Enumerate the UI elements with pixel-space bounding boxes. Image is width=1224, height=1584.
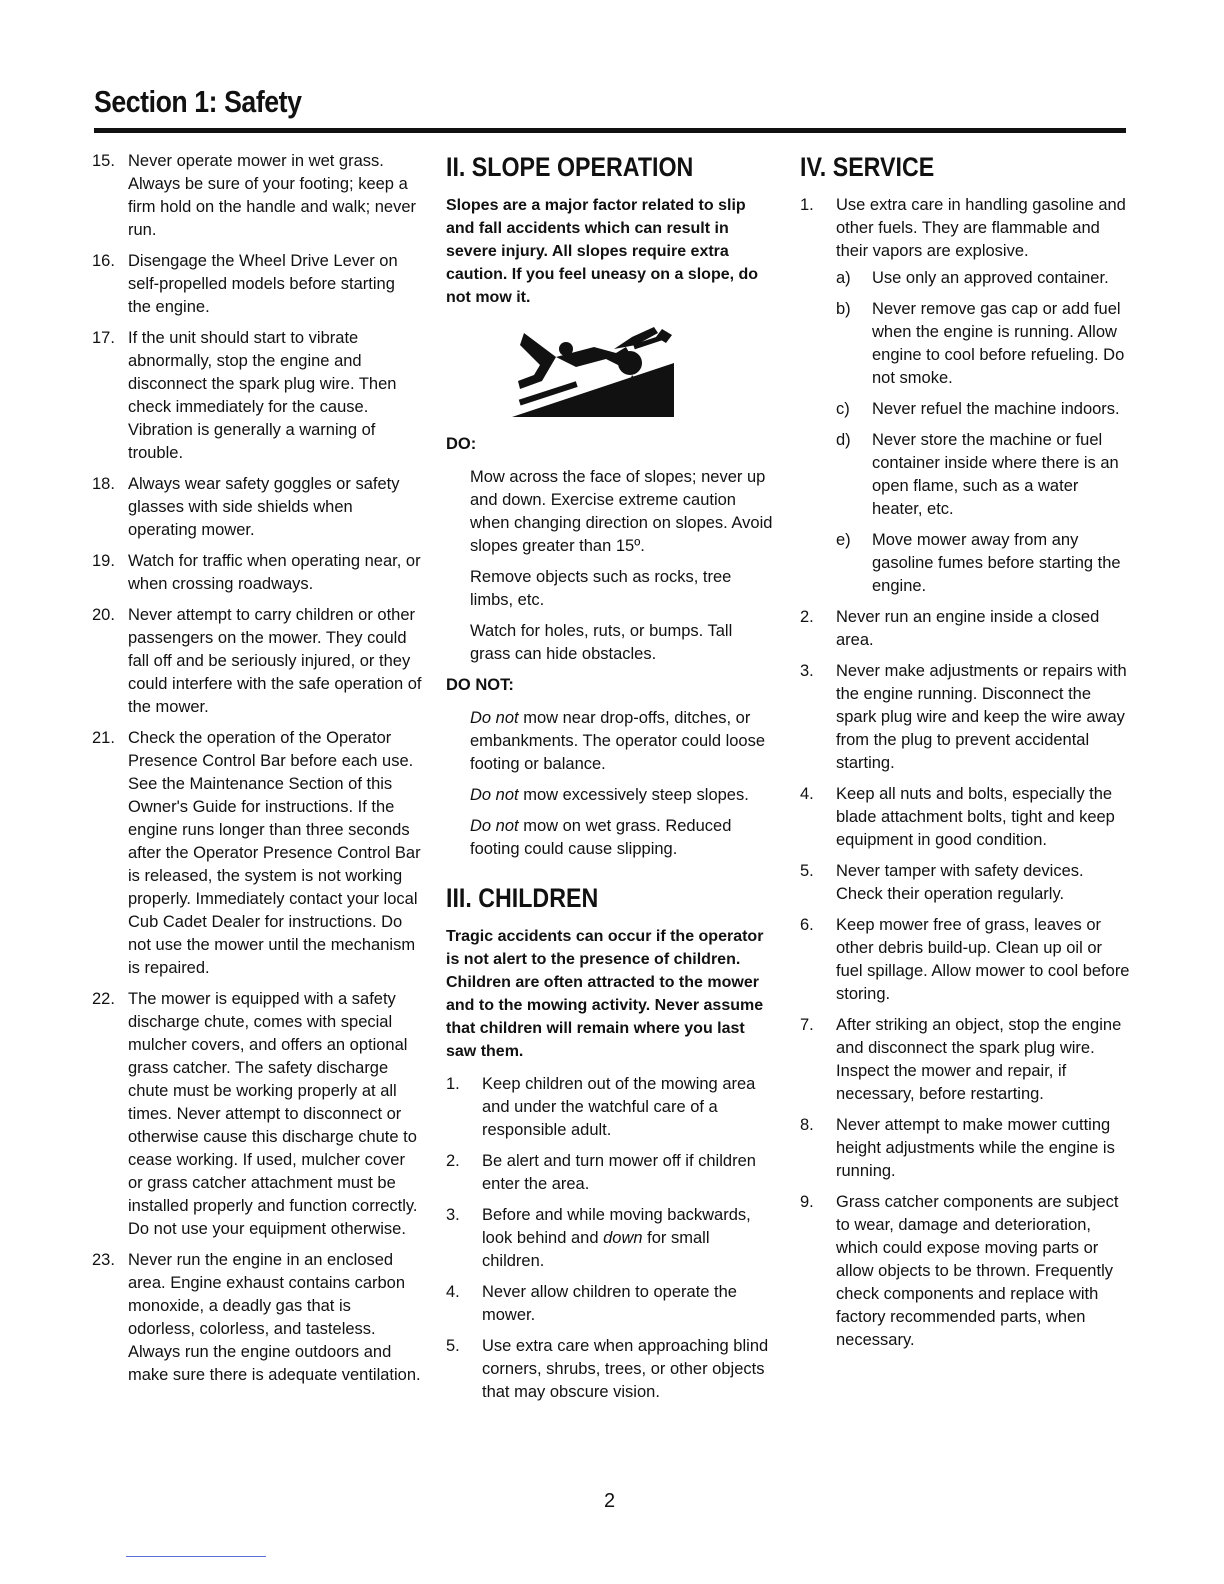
do-label: DO:: [446, 435, 477, 453]
list-item: [92, 473, 422, 542]
dont-item-text: mow near drop-offs, ditches, or embankments. The operator could loose footing or balance.: [470, 709, 766, 773]
dont-item: [470, 707, 776, 776]
service-heading: IV. SERVICE: [800, 152, 935, 182]
item-number: 21.: [92, 729, 115, 747]
item-number: 5.: [800, 862, 814, 880]
sub-item-letter: c): [836, 400, 850, 418]
item-number: 16.: [92, 252, 115, 270]
list-item: [800, 1191, 1130, 1352]
item-text: Watch for traffic when operating near, or when crossing roadways.: [128, 552, 421, 593]
fuel-subitems: [836, 267, 1130, 598]
item-text: After striking an object, stop the engine and disconnect the spark plug wire. Inspect the mower and repair, if necessary, before restarting.: [836, 1016, 1122, 1103]
do-not-prefix: Do not: [470, 817, 519, 835]
item-number: 22.: [92, 990, 115, 1008]
item-text: Keep children out of the mowing area and under the watchful care of a responsible adult.: [482, 1075, 756, 1139]
column-general-rules: [92, 150, 422, 1395]
item-number: 23.: [92, 1251, 115, 1269]
item-text: Grass catcher components are subject to wear, damage and deterioration, which could expose moving parts or allow objects to be thrown. Frequently check components and replace with factory recommended parts, when necessary.: [836, 1193, 1119, 1349]
item-number: 7.: [800, 1016, 814, 1034]
item-number: 2.: [800, 608, 814, 626]
sub-item-text: Never store the machine or fuel container inside where there is an open flame, such as a water heater, etc.: [872, 431, 1119, 518]
sub-item-letter: d): [836, 431, 851, 449]
list-item: [800, 194, 1130, 598]
item-number: 20.: [92, 606, 115, 624]
list-item: [446, 1281, 776, 1327]
column-service: [800, 150, 1130, 1360]
item-number: 8.: [800, 1116, 814, 1134]
item-text: Use extra care in handling gasoline and other fuels. They are flammable and their vapors are explosive.: [836, 196, 1126, 260]
list-item: [92, 1249, 422, 1387]
dont-list: [446, 707, 776, 861]
column-slope-children: [446, 150, 776, 1412]
list-item: [446, 1073, 776, 1142]
general-rules-list: [92, 150, 422, 1387]
sub-item-text: Use only an approved container.: [872, 269, 1109, 287]
item-number: 4.: [446, 1283, 460, 1301]
service-list: [800, 194, 1130, 1352]
children-list: [446, 1073, 776, 1404]
dont-item-text: mow on wet grass. Reduced footing could cause slipping.: [470, 817, 732, 858]
sub-list-item: [836, 298, 1130, 390]
do-item: Watch for holes, ruts, or bumps. Tall grass can hide obstacles.: [470, 622, 733, 663]
do-item: Mow across the face of slopes; never up and down. Exercise extreme caution when changing direction on slopes. Avoid slopes greater than 15º.: [470, 468, 773, 555]
item-text-part: Before and while moving backwards, look behind and: [482, 1206, 751, 1247]
page-title: Section 1: Safety: [94, 84, 302, 119]
item-text: Check the operation of the Operator Presence Control Bar before each use. See the Maintenance Section of this Owner's Guide for instructions. If the engine runs longer than three seconds after the Operator Presence Control Bar is released, the system is not working properly. Immediately contact your local Cub Cadet Dealer for instructions. Do not use the mower until the mechanism is repaired.: [128, 729, 421, 977]
dont-item: [470, 815, 776, 861]
list-item: [800, 914, 1130, 1006]
item-text: Be alert and turn mower off if children enter the area.: [482, 1152, 756, 1193]
item-number: 5.: [446, 1337, 460, 1355]
sub-list-item: [836, 529, 1130, 598]
item-text: Keep mower free of grass, leaves or other debris build-up. Clean up oil or fuel spillage. Allow mower to cool before storing.: [836, 916, 1130, 1003]
item-text: Use extra care when approaching blind corners, shrubs, trees, or other objects that may obscure vision.: [482, 1337, 769, 1401]
page-number: 2: [604, 1490, 616, 1512]
sub-item-text: Move mower away from any gasoline fumes before starting the engine.: [872, 531, 1121, 595]
item-text: Never operate mower in wet grass. Always be sure of your footing; keep a firm hold on the handle and walk; never run.: [128, 152, 417, 239]
item-number: 1.: [446, 1075, 460, 1093]
item-number: 17.: [92, 329, 115, 347]
list-item: [92, 327, 422, 465]
item-text: If the unit should start to vibrate abnormally, stop the engine and disconnect the spark plug wire. Then check immediately for the cause. Vibration is generally a warning of trouble.: [128, 329, 397, 462]
item-text: Never attempt to carry children or other passengers on the mower. They could fall off and be seriously injured, or they could interfere with the safe operation of the mower.: [128, 606, 422, 716]
dont-label: DO NOT:: [446, 676, 514, 694]
item-text: Never make adjustments or repairs with the engine running. Disconnect the spark plug wire and keep the wire away from the plug to prevent accidental starting.: [836, 662, 1127, 772]
sub-item-text: Never refuel the machine indoors.: [872, 400, 1120, 418]
item-number: 18.: [92, 475, 115, 493]
do-not-prefix: Do not: [470, 709, 519, 727]
list-item: [800, 1014, 1130, 1106]
list-item: [92, 727, 422, 980]
item-text: [482, 1204, 776, 1273]
slope-intro: Slopes are a major factor related to slip and fall accidents which can result in severe injury. All slopes require extra caution. If you feel uneasy on a slope, do not mow it.: [446, 197, 759, 306]
children-intro: Tragic accidents can occur if the operator is not alert to the presence of children. Children are often attracted to the mower and to the mowing activity. Never assume that children will remain where you last saw them.: [446, 928, 764, 1060]
dont-item: [470, 784, 776, 807]
item-text: The mower is equipped with a safety discharge chute, comes with special mulcher covers, and offers an optional grass catcher. The safety discharge chute must be working properly at all times. Never attempt to disconnect or otherwise cause this discharge chute to cease working. If used, mulcher cover or grass catcher attachment must be installed properly and function correctly. Do not use your equipment otherwise.: [128, 990, 418, 1238]
sub-list-item: [836, 429, 1130, 521]
dont-item-text: mow excessively steep slopes.: [518, 786, 749, 804]
list-item: [92, 150, 422, 242]
sub-item-letter: a): [836, 269, 851, 287]
list-item: [92, 550, 422, 596]
do-not-prefix: Do not: [470, 786, 519, 804]
list-item: [92, 250, 422, 319]
item-text: Never run an engine inside a closed area.: [836, 608, 1100, 649]
item-number: 2.: [446, 1152, 460, 1170]
slope-heading: II. SLOPE OPERATION: [446, 152, 694, 182]
sub-list-item: [836, 398, 1130, 421]
list-item: [92, 604, 422, 719]
sub-item-text: Never remove gas cap or add fuel when the engine is running. Allow engine to cool before refueling. Do not smoke.: [872, 300, 1125, 387]
item-text-emphasis: down: [603, 1229, 643, 1247]
do-list: [446, 466, 776, 666]
item-number: 6.: [800, 916, 814, 934]
list-item: [800, 1114, 1130, 1183]
item-text: Always wear safety goggles or safety glasses with side shields when operating mower.: [128, 475, 400, 539]
list-item: [800, 660, 1130, 775]
sub-list-item: [836, 267, 1130, 290]
item-text: Never allow children to operate the mower.: [482, 1283, 737, 1324]
list-item: [92, 988, 422, 1241]
list-item: [800, 606, 1130, 652]
item-number: 9.: [800, 1193, 814, 1211]
item-number: 3.: [446, 1206, 460, 1224]
item-number: 19.: [92, 552, 115, 570]
item-text: Never attempt to make mower cutting height adjustments while the engine is running.: [836, 1116, 1115, 1180]
children-heading: III. CHILDREN: [446, 883, 599, 913]
list-item: [800, 860, 1130, 906]
item-number: 1.: [800, 196, 814, 214]
item-text: Never tamper with safety devices. Check their operation regularly.: [836, 862, 1084, 903]
list-item: [446, 1204, 776, 1273]
list-item: [800, 783, 1130, 852]
footer-rule: [126, 1556, 266, 1557]
sub-item-letter: b): [836, 300, 851, 318]
header-rule: [94, 128, 1126, 133]
list-item: [446, 1150, 776, 1196]
item-text-part: for small children.: [482, 1229, 710, 1270]
do-item: Remove objects such as rocks, tree limbs, etc.: [470, 568, 732, 609]
list-item: [446, 1335, 776, 1404]
item-number: 4.: [800, 785, 814, 803]
item-text: Disengage the Wheel Drive Lever on self-propelled models before starting the engine.: [128, 252, 398, 316]
item-text: Never run the engine in an enclosed area. Engine exhaust contains carbon monoxide, a deadly gas that is odorless, colorless, and tasteless. Always run the engine outdoors and make sure there is adequate ventilation.: [128, 1251, 421, 1384]
item-number: 3.: [800, 662, 814, 680]
item-number: 15.: [92, 152, 115, 170]
sub-item-letter: e): [836, 531, 851, 549]
item-text: Keep all nuts and bolts, especially the blade attachment bolts, tight and keep equipment in good condition.: [836, 785, 1115, 849]
slope-warning-icon: [506, 323, 706, 423]
